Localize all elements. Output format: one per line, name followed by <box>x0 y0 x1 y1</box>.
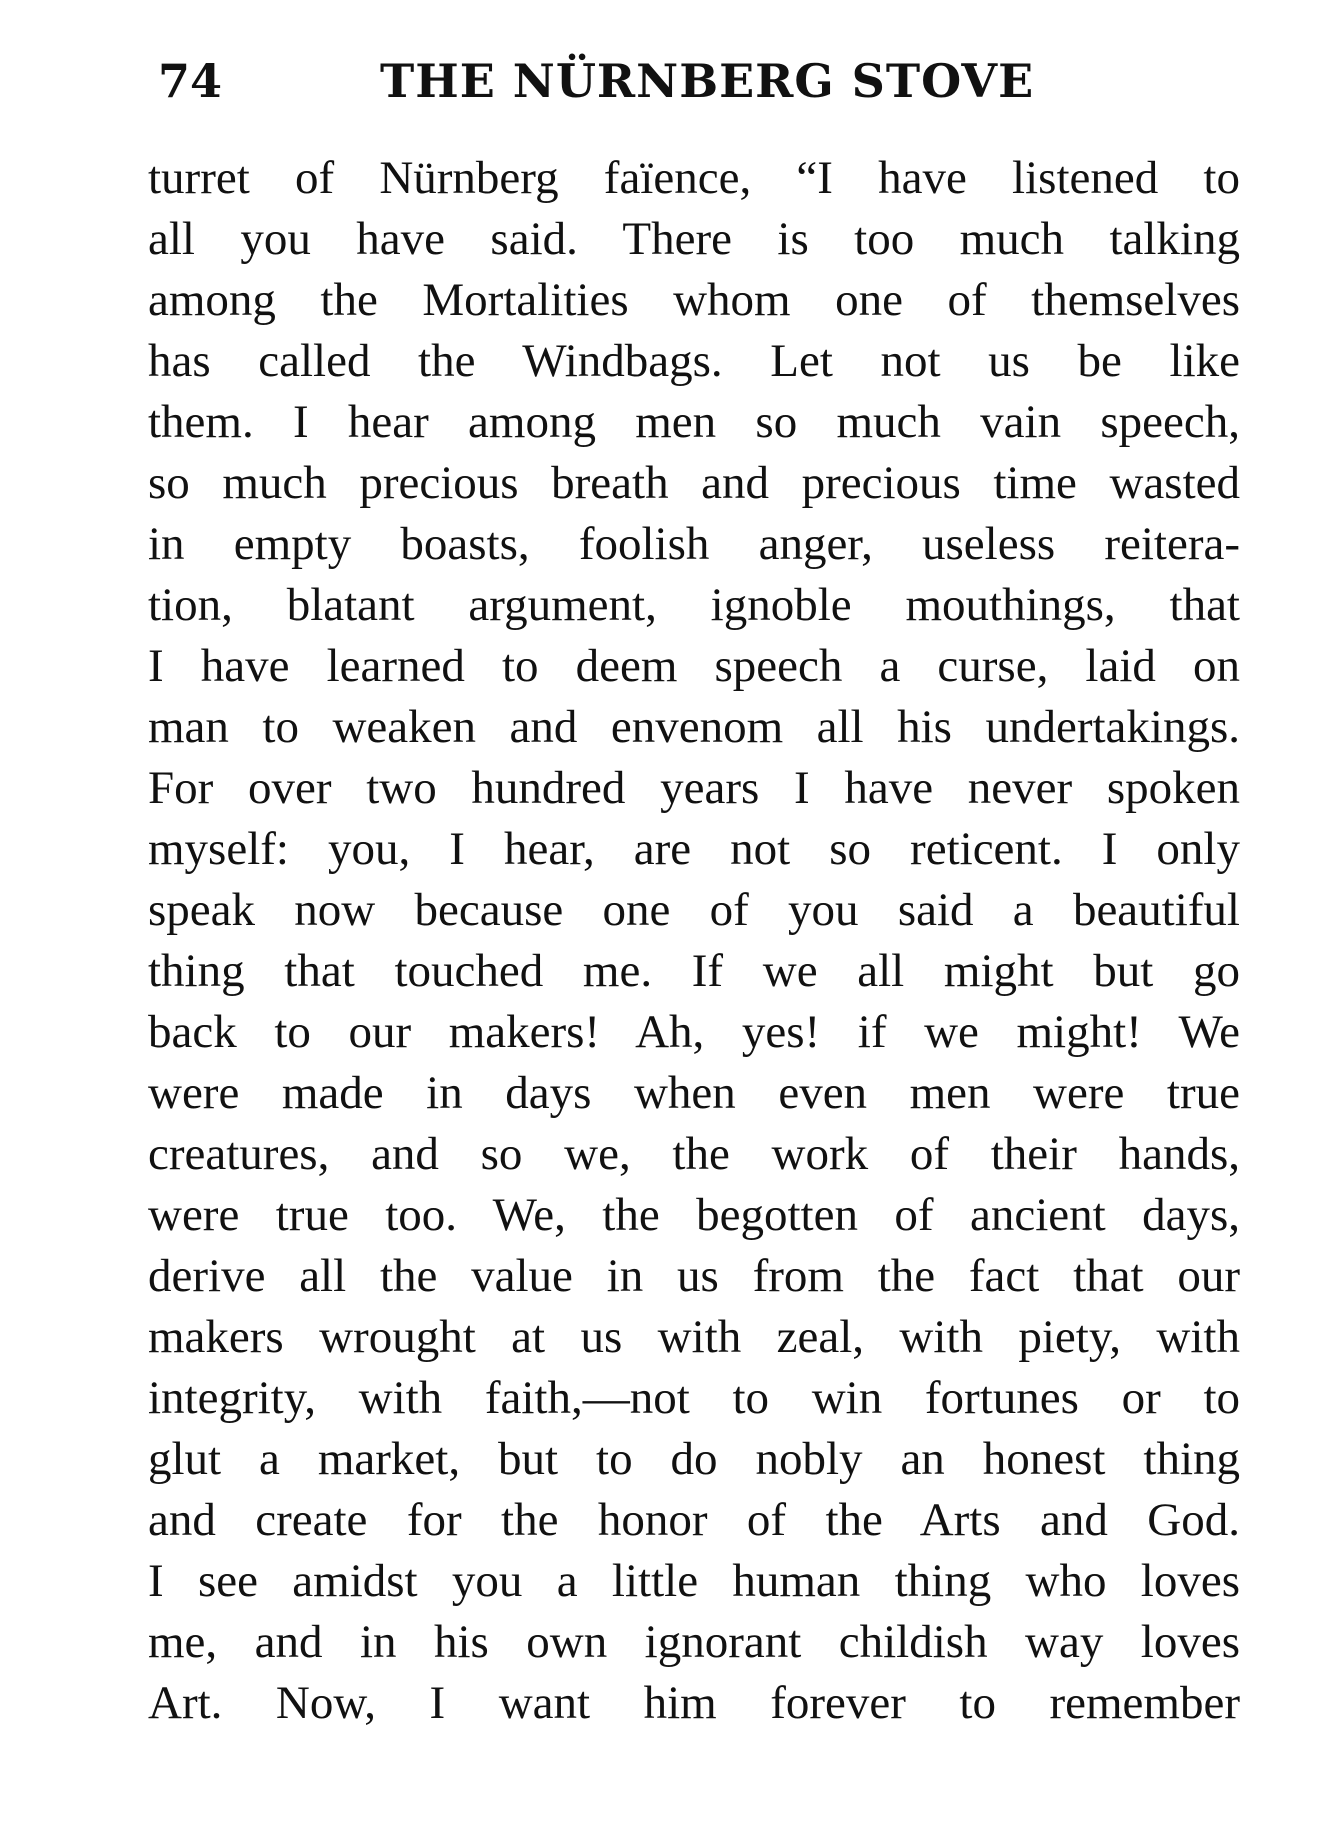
text-line: tion, blatant argument, ignoble mouthings, that <box>148 579 1240 631</box>
text-line: I see amidst you a little human thing who loves <box>148 1555 1240 1607</box>
running-head: THE NÜRNBERG STOVE <box>380 54 1035 108</box>
text-line: turret of Nürnberg faïence, “I have listened to <box>148 152 1240 204</box>
text-line: thing that touched me. If we all might but go <box>148 945 1240 997</box>
text-line: and create for the honor of the Arts and God. <box>148 1494 1240 1546</box>
text-line: makers wrought at us with zeal, with piety, with <box>148 1311 1240 1363</box>
text-line: man to weaken and envenom all his undertakings. <box>148 701 1240 753</box>
text-line: For over two hundred years I have never spoken <box>148 762 1240 814</box>
text-line: were made in days when even men were true <box>148 1067 1240 1119</box>
text-line: them. I hear among men so much vain speech, <box>148 396 1240 448</box>
text-line: has called the Windbags. Let not us be like <box>148 335 1240 387</box>
text-line: speak now because one of you said a beautiful <box>148 884 1240 936</box>
page-header <box>158 48 1238 118</box>
text-line: myself: you, I hear, are not so reticent. I only <box>148 823 1240 875</box>
page-number: 74 <box>158 54 223 108</box>
text-line: derive all the value in us from the fact that our <box>148 1250 1240 1302</box>
text-line: back to our makers! Ah, yes! if we might! We <box>148 1006 1240 1058</box>
text-line: so much precious breath and precious time wasted <box>148 457 1240 509</box>
text-line: I have learned to deem speech a curse, laid on <box>148 640 1240 692</box>
text-line: me, and in his own ignorant childish way loves <box>148 1616 1240 1668</box>
text-line: all you have said. There is too much talking <box>148 213 1240 265</box>
text-line: integrity, with faith,—not to win fortunes or to <box>148 1372 1240 1424</box>
text-line: glut a market, but to do nobly an honest thing <box>148 1433 1240 1485</box>
text-line: were true too. We, the begotten of ancient days, <box>148 1189 1240 1241</box>
body-text <box>148 148 1240 1734</box>
text-line: among the Mortalities whom one of themselves <box>148 274 1240 326</box>
text-line: in empty boasts, foolish anger, useless reitera- <box>148 518 1240 570</box>
text-line: Art. Now, I want him forever to remember <box>148 1677 1240 1729</box>
text-line: creatures, and so we, the work of their hands, <box>148 1128 1240 1180</box>
